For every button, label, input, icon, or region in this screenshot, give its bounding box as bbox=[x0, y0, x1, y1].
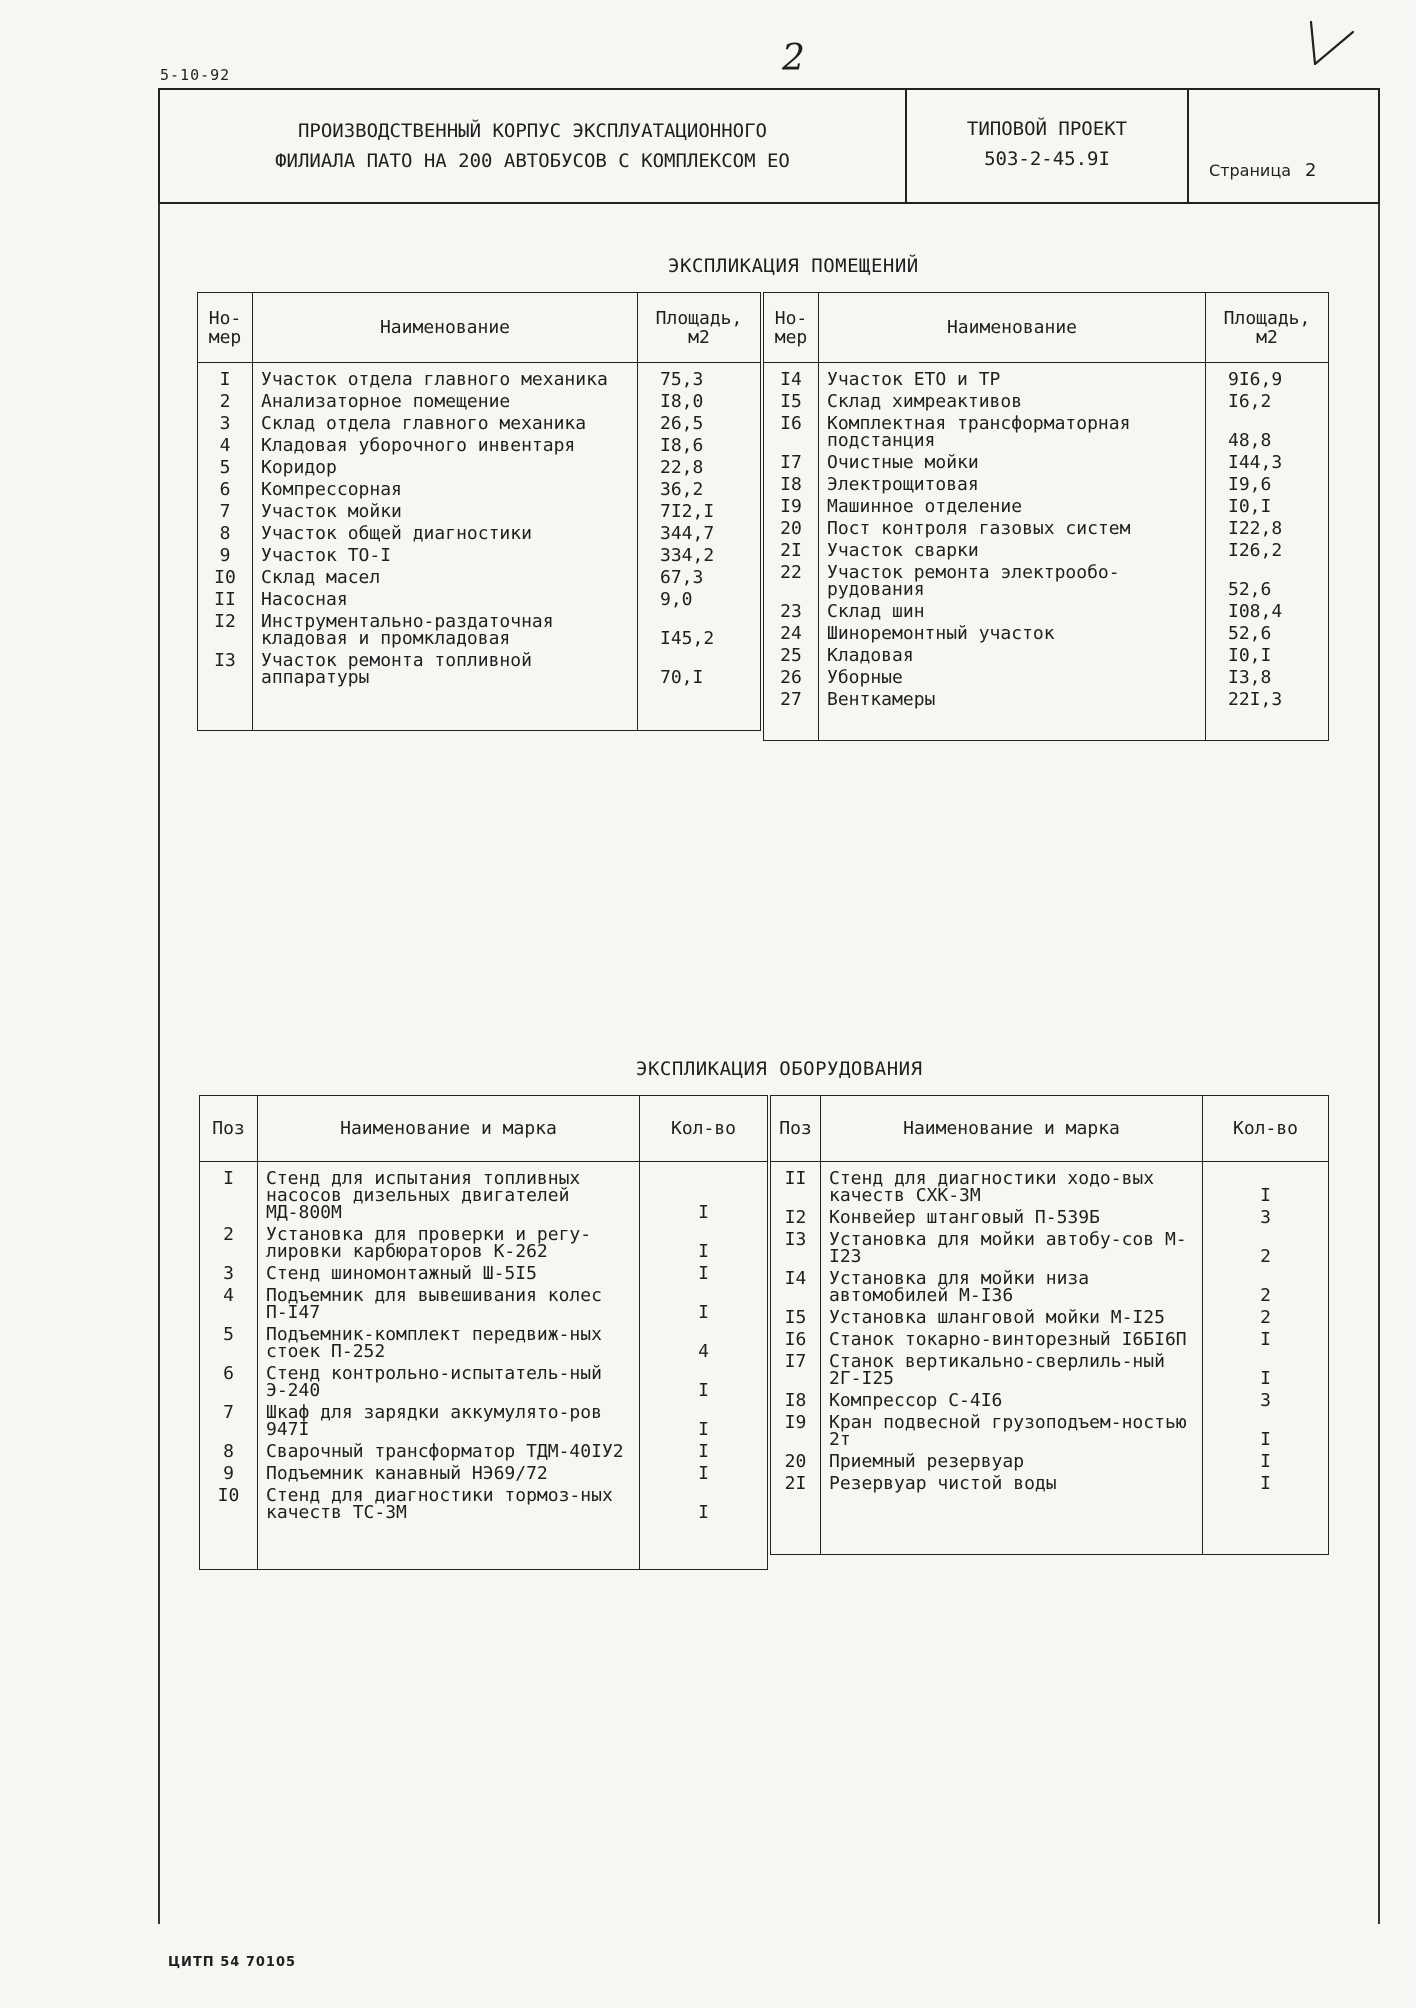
cell-num: I7 bbox=[764, 454, 819, 476]
cell-name: Участок отдела главного механика bbox=[253, 371, 638, 393]
cell-num: 23 bbox=[764, 603, 819, 625]
table-row bbox=[771, 1170, 1329, 1209]
cell-qty: I bbox=[640, 1465, 768, 1487]
cell-name: Компрессор С-4I6 bbox=[821, 1392, 1203, 1414]
cell-qty: I bbox=[1203, 1353, 1329, 1392]
table-row bbox=[764, 454, 1329, 476]
cell-pos: 2I bbox=[771, 1475, 821, 1497]
cell-area: 48,8 bbox=[1206, 415, 1329, 454]
table-row bbox=[764, 625, 1329, 647]
cell-num: I bbox=[198, 371, 253, 393]
cell-name: Участок сварки bbox=[819, 542, 1206, 564]
page-label: Страница bbox=[1209, 161, 1292, 180]
cell-qty: I bbox=[640, 1226, 768, 1265]
document-title bbox=[160, 90, 907, 202]
cell-num: 25 bbox=[764, 647, 819, 669]
title-line-2: ФИЛИАЛА ПАТО НА 200 АВТОБУСОВ С КОМПЛЕКСОМ ЕО bbox=[275, 150, 790, 172]
table-row bbox=[198, 437, 761, 459]
frame-left-line bbox=[158, 204, 160, 1924]
table-row bbox=[198, 393, 761, 415]
table-row bbox=[198, 525, 761, 547]
cell-num: 6 bbox=[198, 481, 253, 503]
table-row bbox=[771, 1209, 1329, 1231]
cell-name: Подъемник для вывешивания колес П-I47 bbox=[258, 1287, 640, 1326]
cell-name: Насосная bbox=[253, 591, 638, 613]
rooms-section-title: ЭКСПЛИКАЦИЯ ПОМЕЩЕНИЙ bbox=[668, 255, 919, 277]
equipment-table-left bbox=[199, 1095, 768, 1570]
cell-name: Резервуар чистой воды bbox=[821, 1475, 1203, 1497]
cell-qty: I bbox=[640, 1443, 768, 1465]
table-row bbox=[200, 1487, 768, 1526]
cell-area: 9I6,9 bbox=[1206, 371, 1329, 393]
cell-pos: 2 bbox=[200, 1226, 258, 1265]
cell-name: Склад отдела главного механика bbox=[253, 415, 638, 437]
cell-area: I08,4 bbox=[1206, 603, 1329, 625]
cell-area: 22,8 bbox=[638, 459, 761, 481]
cell-num: 24 bbox=[764, 625, 819, 647]
cell-qty: 2 bbox=[1203, 1270, 1329, 1309]
cell-area: 7I2,I bbox=[638, 503, 761, 525]
cell-name: Участок мойки bbox=[253, 503, 638, 525]
cell-qty: I bbox=[640, 1170, 768, 1226]
cell-num: 2 bbox=[198, 393, 253, 415]
title-line-1: ПРОИЗВОДСТВЕННЫЙ КОРПУС ЭКСПЛУАТАЦИОННОГО bbox=[297, 120, 767, 142]
cell-name: Стенд контрольно-испытатель-ный Э-240 bbox=[258, 1365, 640, 1404]
table-row bbox=[200, 1287, 768, 1326]
cell-name: Стенд для диагностики ходо-вых качеств СХК-3М bbox=[821, 1170, 1203, 1209]
cell-num: 26 bbox=[764, 669, 819, 691]
cell-area: I8,6 bbox=[638, 437, 761, 459]
cell-name: Подъемник канавный НЭ69/72 bbox=[258, 1465, 640, 1487]
cell-pos: I4 bbox=[771, 1270, 821, 1309]
cell-qty: 2 bbox=[1203, 1231, 1329, 1270]
cell-name: Участок общей диагностики bbox=[253, 525, 638, 547]
col-name-header: Наименование bbox=[819, 293, 1206, 363]
col-area-header: Площадь, м2 bbox=[1206, 293, 1329, 363]
cell-area: 22I,3 bbox=[1206, 691, 1329, 713]
cell-num: I2 bbox=[198, 613, 253, 652]
col-number-header: Но-мер bbox=[764, 293, 819, 363]
col-qty-header: Кол-во bbox=[640, 1096, 768, 1162]
cell-name: Стенд шиномонтажный Ш-5I5 bbox=[258, 1265, 640, 1287]
project-label: ТИПОВОЙ ПРОЕКТ bbox=[966, 118, 1128, 140]
cell-name: Участок ремонта топливной аппаратуры bbox=[253, 652, 638, 691]
table-row bbox=[771, 1453, 1329, 1475]
cell-pos: 8 bbox=[200, 1443, 258, 1465]
cell-num: II bbox=[198, 591, 253, 613]
cell-qty: I bbox=[1203, 1453, 1329, 1475]
cell-area: 344,7 bbox=[638, 525, 761, 547]
table-row bbox=[771, 1414, 1329, 1453]
cell-pos: I bbox=[200, 1170, 258, 1226]
table-row bbox=[200, 1226, 768, 1265]
cell-name: Компрессорная bbox=[253, 481, 638, 503]
col-name-header: Наименование bbox=[253, 293, 638, 363]
cell-name: Подъемник-комплект передвиж-ных стоек П-252 bbox=[258, 1326, 640, 1365]
cell-pos: 20 bbox=[771, 1453, 821, 1475]
cell-num: 22 bbox=[764, 564, 819, 603]
cell-name: Инструментально-раздаточная кладовая и промкладовая bbox=[253, 613, 638, 652]
table-row bbox=[764, 415, 1329, 454]
cell-area: I26,2 bbox=[1206, 542, 1329, 564]
cell-name: Машинное отделение bbox=[819, 498, 1206, 520]
cell-area: I22,8 bbox=[1206, 520, 1329, 542]
rooms-table-left bbox=[197, 292, 761, 731]
table-row bbox=[200, 1326, 768, 1365]
cell-name: Шкаф для зарядки аккумулято-ров 947I bbox=[258, 1404, 640, 1443]
cell-qty: I bbox=[640, 1287, 768, 1326]
table-row bbox=[198, 415, 761, 437]
cell-name: Шиноремонтный участок bbox=[819, 625, 1206, 647]
cell-num: 4 bbox=[198, 437, 253, 459]
table-row bbox=[771, 1270, 1329, 1309]
cell-name: Приемный резервуар bbox=[821, 1453, 1203, 1475]
date-mark: 5-10-92 bbox=[160, 66, 231, 84]
cell-area: 52,6 bbox=[1206, 564, 1329, 603]
table-row bbox=[771, 1231, 1329, 1270]
cell-area: 52,6 bbox=[1206, 625, 1329, 647]
cell-area: 26,5 bbox=[638, 415, 761, 437]
cell-area: 70,I bbox=[638, 652, 761, 691]
table-row bbox=[764, 691, 1329, 713]
cell-name: Комплектная трансформаторная подстанция bbox=[819, 415, 1206, 454]
cell-name: Стенд для диагностики тормоз-ных качеств ТС-3М bbox=[258, 1487, 640, 1526]
cell-qty: 3 bbox=[1203, 1209, 1329, 1231]
cell-name: Анализаторное помещение bbox=[253, 393, 638, 415]
col-name-header: Наименование и марка bbox=[258, 1096, 640, 1162]
cell-num: I3 bbox=[198, 652, 253, 691]
cell-area: I8,0 bbox=[638, 393, 761, 415]
cell-area: 334,2 bbox=[638, 547, 761, 569]
print-stamp: ЦИТП 54 70105 bbox=[168, 1955, 297, 1970]
cell-area: I45,2 bbox=[638, 613, 761, 652]
cell-name: Конвейер штанговый П-539Б bbox=[821, 1209, 1203, 1231]
cell-qty: 4 bbox=[640, 1326, 768, 1365]
cell-qty: I bbox=[640, 1365, 768, 1404]
project-code bbox=[907, 90, 1189, 202]
cell-num: 8 bbox=[198, 525, 253, 547]
cell-pos: I3 bbox=[771, 1231, 821, 1270]
table-row bbox=[764, 669, 1329, 691]
table-row bbox=[771, 1353, 1329, 1392]
cell-pos: I7 bbox=[771, 1353, 821, 1392]
cell-area: I0,I bbox=[1206, 498, 1329, 520]
cell-pos: I6 bbox=[771, 1331, 821, 1353]
cell-name: Уборные bbox=[819, 669, 1206, 691]
table-row bbox=[771, 1475, 1329, 1497]
cell-pos: 7 bbox=[200, 1404, 258, 1443]
cell-area: I6,2 bbox=[1206, 393, 1329, 415]
cell-pos: 3 bbox=[200, 1265, 258, 1287]
cell-pos: 4 bbox=[200, 1287, 258, 1326]
cell-name: Кран подвесной грузоподъем-ностью 2т bbox=[821, 1414, 1203, 1453]
cell-area: 75,3 bbox=[638, 371, 761, 393]
cell-pos: 6 bbox=[200, 1365, 258, 1404]
table-row bbox=[764, 498, 1329, 520]
cell-name: Склад химреактивов bbox=[819, 393, 1206, 415]
col-name-header: Наименование и марка bbox=[821, 1096, 1203, 1162]
col-qty-header: Кол-во bbox=[1203, 1096, 1329, 1162]
table-row bbox=[764, 603, 1329, 625]
col-pos-header: Поз bbox=[200, 1096, 258, 1162]
cell-name: Участок ЕТО и ТР bbox=[819, 371, 1206, 393]
cell-pos: I2 bbox=[771, 1209, 821, 1231]
col-pos-header: Поз bbox=[771, 1096, 821, 1162]
handwritten-page-mark: 2 bbox=[782, 38, 805, 79]
cell-name: Склад масел bbox=[253, 569, 638, 591]
project-number: 503-2-45.9I bbox=[984, 148, 1110, 170]
cell-num: I8 bbox=[764, 476, 819, 498]
table-row bbox=[200, 1170, 768, 1226]
cell-qty: I bbox=[640, 1487, 768, 1526]
rooms-table-right bbox=[763, 292, 1329, 741]
cell-name: Кладовая уборочного инвентаря bbox=[253, 437, 638, 459]
table-row bbox=[764, 520, 1329, 542]
cell-name: Электрощитовая bbox=[819, 476, 1206, 498]
cell-name: Склад шин bbox=[819, 603, 1206, 625]
cell-pos: 5 bbox=[200, 1326, 258, 1365]
cell-name: Установка шланговой мойки М-I25 bbox=[821, 1309, 1203, 1331]
col-number-header: Но-мер bbox=[198, 293, 253, 363]
cell-name: Очистные мойки bbox=[819, 454, 1206, 476]
cell-name: Станок токарно-винторезный I6БI6П bbox=[821, 1331, 1203, 1353]
cell-name: Коридор bbox=[253, 459, 638, 481]
cell-num: I4 bbox=[764, 371, 819, 393]
cell-num: 20 bbox=[764, 520, 819, 542]
table-row bbox=[198, 371, 761, 393]
cell-num: 5 bbox=[198, 459, 253, 481]
table-row bbox=[198, 503, 761, 525]
frame-right-line bbox=[1378, 204, 1380, 1924]
cell-pos: II bbox=[771, 1170, 821, 1209]
table-row bbox=[200, 1404, 768, 1443]
cell-num: I9 bbox=[764, 498, 819, 520]
cell-area: 9,0 bbox=[638, 591, 761, 613]
cell-num: 7 bbox=[198, 503, 253, 525]
cell-qty: I bbox=[1203, 1170, 1329, 1209]
cell-qty: I bbox=[640, 1404, 768, 1443]
table-row bbox=[200, 1443, 768, 1465]
table-row bbox=[764, 647, 1329, 669]
table-row bbox=[771, 1331, 1329, 1353]
cell-pos: I0 bbox=[200, 1487, 258, 1526]
cell-area: I9,6 bbox=[1206, 476, 1329, 498]
cell-area: 36,2 bbox=[638, 481, 761, 503]
table-row bbox=[198, 481, 761, 503]
cell-area: I3,8 bbox=[1206, 669, 1329, 691]
table-row bbox=[198, 591, 761, 613]
cell-qty: I bbox=[1203, 1331, 1329, 1353]
table-row bbox=[771, 1392, 1329, 1414]
cell-name: Установка для проверки и регу-лировки карбюраторов К-262 bbox=[258, 1226, 640, 1265]
cell-pos: I5 bbox=[771, 1309, 821, 1331]
table-row bbox=[198, 613, 761, 652]
table-row bbox=[198, 459, 761, 481]
cell-area: I44,3 bbox=[1206, 454, 1329, 476]
table-row bbox=[200, 1265, 768, 1287]
cell-name: Станок вертикально-сверлиль-ный 2Г-I25 bbox=[821, 1353, 1203, 1392]
cell-name: Пост контроля газовых систем bbox=[819, 520, 1206, 542]
cell-qty: I bbox=[1203, 1414, 1329, 1453]
cell-qty: 3 bbox=[1203, 1392, 1329, 1414]
equipment-section-title: ЭКСПЛИКАЦИЯ ОБОРУДОВАНИЯ bbox=[636, 1058, 923, 1080]
page-number: 2 bbox=[1305, 160, 1317, 181]
cell-pos: I9 bbox=[771, 1414, 821, 1453]
cell-name: Установка для мойки низа автомобилей М-I36 bbox=[821, 1270, 1203, 1309]
cell-num: I5 bbox=[764, 393, 819, 415]
cell-num: 9 bbox=[198, 547, 253, 569]
table-row bbox=[764, 564, 1329, 603]
col-area-header: Площадь, м2 bbox=[638, 293, 761, 363]
equipment-table-right bbox=[770, 1095, 1329, 1555]
cell-area: 67,3 bbox=[638, 569, 761, 591]
cell-name: Участок ТО-I bbox=[253, 547, 638, 569]
table-row bbox=[198, 652, 761, 691]
cell-num: 3 bbox=[198, 415, 253, 437]
table-row bbox=[764, 542, 1329, 564]
cell-name: Участок ремонта электрообо-рудования bbox=[819, 564, 1206, 603]
cell-num: 27 bbox=[764, 691, 819, 713]
title-block bbox=[158, 88, 1380, 204]
table-row bbox=[771, 1309, 1329, 1331]
table-row bbox=[764, 393, 1329, 415]
cell-name: Сварочный трансформатор ТДМ-40IУ2 bbox=[258, 1443, 640, 1465]
cell-pos: I8 bbox=[771, 1392, 821, 1414]
cell-num: I6 bbox=[764, 415, 819, 454]
page-info bbox=[1189, 90, 1378, 202]
table-row bbox=[200, 1365, 768, 1404]
cell-qty: 2 bbox=[1203, 1309, 1329, 1331]
cell-num: I0 bbox=[198, 569, 253, 591]
cell-name: Установка для мойки автобу-сов М-I23 bbox=[821, 1231, 1203, 1270]
cell-name: Венткамеры bbox=[819, 691, 1206, 713]
table-row bbox=[198, 569, 761, 591]
check-mark-icon bbox=[1305, 18, 1357, 70]
cell-name: Стенд для испытания топливных насосов дизельных двигателей МД-800М bbox=[258, 1170, 640, 1226]
table-row bbox=[198, 547, 761, 569]
cell-pos: 9 bbox=[200, 1465, 258, 1487]
cell-name: Кладовая bbox=[819, 647, 1206, 669]
cell-qty: I bbox=[1203, 1475, 1329, 1497]
cell-num: 2I bbox=[764, 542, 819, 564]
table-row bbox=[200, 1465, 768, 1487]
cell-qty: I bbox=[640, 1265, 768, 1287]
table-row bbox=[764, 371, 1329, 393]
cell-area: I0,I bbox=[1206, 647, 1329, 669]
table-row bbox=[764, 476, 1329, 498]
